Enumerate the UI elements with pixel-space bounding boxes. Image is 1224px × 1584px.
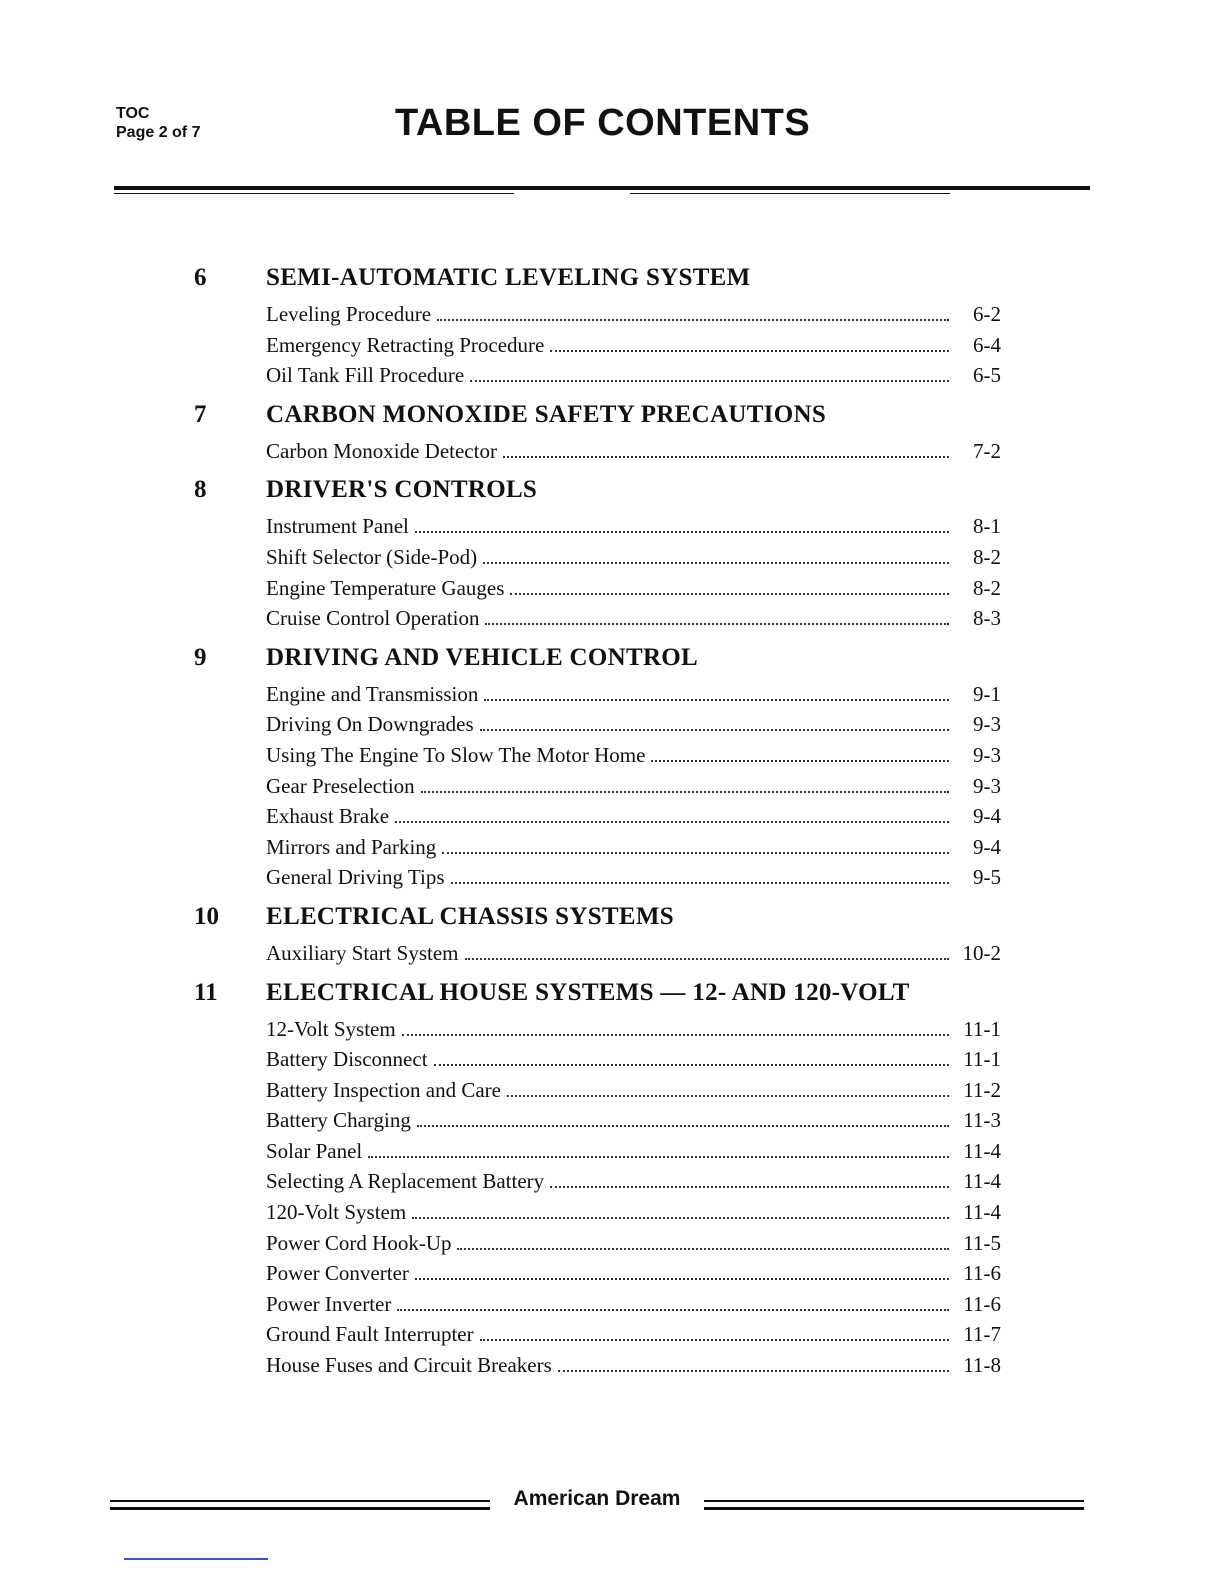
dot-leader — [417, 1125, 949, 1127]
document-reference — [116, 104, 200, 142]
dot-leader — [480, 1339, 949, 1341]
dot-leader — [412, 1217, 949, 1219]
dot-leader — [437, 319, 949, 321]
dot-leader — [485, 623, 949, 625]
toc-entry — [266, 804, 1001, 835]
dot-leader — [434, 1064, 949, 1066]
dot-leader — [451, 882, 950, 884]
section-heading — [190, 903, 1005, 941]
toc-list — [190, 264, 1005, 1391]
toc-section — [190, 401, 1005, 470]
dot-leader — [507, 1095, 949, 1097]
entry-label: Power Cord Hook-Up — [266, 1230, 452, 1255]
toc-entry — [266, 865, 1001, 896]
toc-entry — [266, 1200, 1001, 1231]
section-heading — [190, 401, 1005, 439]
entry-page-number: 11-1 — [963, 1016, 1001, 1041]
toc-section — [190, 264, 1005, 394]
toc-entry — [266, 712, 1001, 743]
dot-leader — [483, 562, 949, 564]
entry-page-number: 9-3 — [973, 712, 1001, 737]
dot-leader — [503, 456, 949, 458]
entry-page-number: 8-2 — [973, 544, 1001, 569]
section-number: 9 — [194, 643, 207, 671]
section-number: 8 — [194, 476, 207, 504]
header-rule-bottom — [114, 193, 514, 194]
entry-page-number: 11-4 — [963, 1200, 1001, 1225]
toc-entry — [266, 941, 1001, 972]
entry-label: Ground Fault Interrupter — [266, 1322, 474, 1347]
entry-label: Power Converter — [266, 1261, 409, 1286]
entry-page-number: 6-4 — [973, 332, 1001, 357]
entry-label: Oil Tank Fill Procedure — [266, 363, 465, 388]
toc-section — [190, 979, 1005, 1384]
toc-entry — [266, 1108, 1001, 1139]
entry-page-number: 11-3 — [963, 1108, 1001, 1133]
footer-title: American Dream — [513, 1487, 681, 1510]
toc-entry — [266, 774, 1001, 805]
dot-leader — [510, 593, 949, 595]
section-title: ELECTRICAL HOUSE SYSTEMS — 12- AND 120-VOLT — [266, 978, 910, 1006]
toc-code: TOC — [116, 105, 150, 122]
toc-entry — [266, 682, 1001, 713]
dot-leader — [470, 380, 949, 382]
toc-entry — [266, 1078, 1001, 1109]
entry-page-number: 11-4 — [963, 1138, 1001, 1163]
header-rule-bottom-right — [630, 193, 950, 194]
entry-label: Shift Selector (Side-Pod) — [266, 544, 478, 569]
dot-leader — [415, 531, 949, 533]
entry-label: Selecting A Replacement Battery — [266, 1169, 545, 1194]
entry-page-number: 6-5 — [973, 363, 1001, 388]
footer-rule-right-bottom — [704, 1507, 1084, 1510]
dot-leader — [402, 1034, 949, 1036]
entry-label: Gear Preselection — [266, 773, 415, 798]
entry-page-number: 9-3 — [973, 773, 1001, 798]
entry-page-number: 6-2 — [973, 302, 1001, 326]
footer-rule-left-bottom — [110, 1507, 490, 1510]
dot-leader — [550, 350, 949, 352]
section-title: DRIVER'S CONTROLS — [266, 476, 538, 504]
entry-page-number: 9-1 — [973, 681, 1001, 706]
toc-entry — [266, 1169, 1001, 1200]
toc-entry — [266, 1231, 1001, 1262]
page-counter: Page 2 of 7 — [116, 124, 201, 141]
dot-leader — [651, 760, 949, 762]
dot-leader — [480, 729, 949, 731]
entry-page-number: 11-1 — [963, 1047, 1001, 1072]
section-number: 6 — [194, 264, 207, 291]
entry-label: Auxiliary Start System — [266, 940, 459, 965]
section-heading — [190, 979, 1005, 1017]
toc-section — [190, 903, 1005, 972]
dot-leader — [550, 1186, 949, 1188]
dot-leader — [465, 958, 950, 960]
section-title: DRIVING AND VEHICLE CONTROL — [266, 643, 699, 671]
entry-label: Leveling Procedure — [266, 302, 432, 326]
dot-leader — [368, 1156, 949, 1158]
toc-entry — [266, 1047, 1001, 1078]
entry-label: Using The Engine To Slow The Motor Home — [266, 742, 646, 767]
toc-entry — [266, 1139, 1001, 1170]
entry-label: Battery Charging — [266, 1108, 411, 1133]
entry-page-number: 11-5 — [963, 1230, 1001, 1255]
entry-label: Instrument Panel — [266, 514, 409, 539]
dot-leader — [395, 821, 949, 823]
entry-label: Engine and Transmission — [266, 681, 479, 706]
entry-page-number: 8-3 — [973, 606, 1001, 631]
entry-label: 120-Volt System — [266, 1200, 407, 1225]
dot-leader — [484, 699, 949, 701]
entry-label: 12-Volt System — [266, 1016, 396, 1041]
entry-page-number: 11-4 — [963, 1169, 1001, 1194]
entry-page-number: 10-2 — [962, 940, 1001, 965]
section-number: 10 — [194, 902, 219, 930]
entry-label: Battery Disconnect — [266, 1047, 428, 1072]
section-title: CARBON MONOXIDE SAFETY PRECAUTIONS — [266, 400, 827, 428]
toc-entry — [266, 743, 1001, 774]
entry-page-number: 9-4 — [973, 804, 1001, 829]
dot-leader — [558, 1370, 949, 1372]
entry-label: Driving On Downgrades — [266, 712, 474, 737]
toc-entry — [266, 1322, 1001, 1353]
dot-leader — [421, 791, 949, 793]
entry-page-number: 11-2 — [963, 1077, 1001, 1102]
toc-entry — [266, 439, 1001, 470]
section-title: ELECTRICAL CHASSIS SYSTEMS — [266, 902, 674, 930]
section-title: SEMI-AUTOMATIC LEVELING SYSTEM — [266, 264, 751, 291]
entry-page-number: 9-3 — [973, 742, 1001, 767]
section-heading — [190, 476, 1005, 514]
entry-label: Carbon Monoxide Detector — [266, 438, 497, 463]
entry-page-number: 9-4 — [973, 834, 1001, 859]
entry-label: Battery Inspection and Care — [266, 1077, 501, 1102]
entry-label: House Fuses and Circuit Breakers — [266, 1353, 552, 1378]
footer-rule-right-top — [704, 1500, 1084, 1502]
toc-section — [190, 644, 1005, 896]
entry-label: Emergency Retracting Procedure — [266, 332, 545, 357]
entry-page-number: 7-2 — [973, 438, 1001, 463]
dot-leader — [397, 1309, 949, 1311]
entry-page-number: 11-7 — [963, 1322, 1001, 1347]
toc-section — [190, 476, 1005, 636]
section-number: 7 — [194, 400, 207, 428]
toc-entry — [266, 1292, 1001, 1323]
entry-label: Mirrors and Parking — [266, 834, 437, 859]
header-rule-top — [114, 186, 1090, 190]
toc-entry — [266, 545, 1001, 576]
entry-label: Cruise Control Operation — [266, 606, 480, 631]
section-heading — [190, 644, 1005, 682]
dot-leader — [442, 852, 949, 854]
entry-page-number: 8-2 — [973, 575, 1001, 600]
toc-entry — [266, 835, 1001, 866]
scan-line — [124, 1558, 268, 1560]
section-heading — [190, 264, 1005, 302]
page-title: TABLE OF CONTENTS — [395, 102, 811, 144]
dot-leader — [457, 1248, 949, 1250]
toc-entry — [266, 576, 1001, 607]
entry-label: Exhaust Brake — [266, 804, 390, 829]
toc-entry — [266, 333, 1001, 364]
entry-label: Power Inverter — [266, 1291, 392, 1316]
toc-entry — [266, 363, 1001, 394]
toc-entry — [266, 514, 1001, 545]
dot-leader — [415, 1278, 949, 1280]
toc-entry — [266, 1353, 1001, 1384]
toc-entry — [266, 1017, 1001, 1048]
entry-label: Engine Temperature Gauges — [266, 575, 505, 600]
toc-entry — [266, 606, 1001, 637]
entry-page-number: 11-6 — [963, 1261, 1001, 1286]
entry-page-number: 8-1 — [973, 514, 1001, 539]
section-number: 11 — [194, 978, 218, 1006]
entry-page-number: 11-8 — [963, 1353, 1001, 1378]
entry-label: Solar Panel — [266, 1138, 363, 1163]
footer-rule-left-top — [110, 1500, 490, 1502]
toc-entry — [266, 302, 1001, 333]
entry-page-number: 9-5 — [973, 865, 1001, 890]
entry-page-number: 11-6 — [963, 1291, 1001, 1316]
entry-label: General Driving Tips — [266, 865, 445, 890]
toc-entry — [266, 1261, 1001, 1292]
